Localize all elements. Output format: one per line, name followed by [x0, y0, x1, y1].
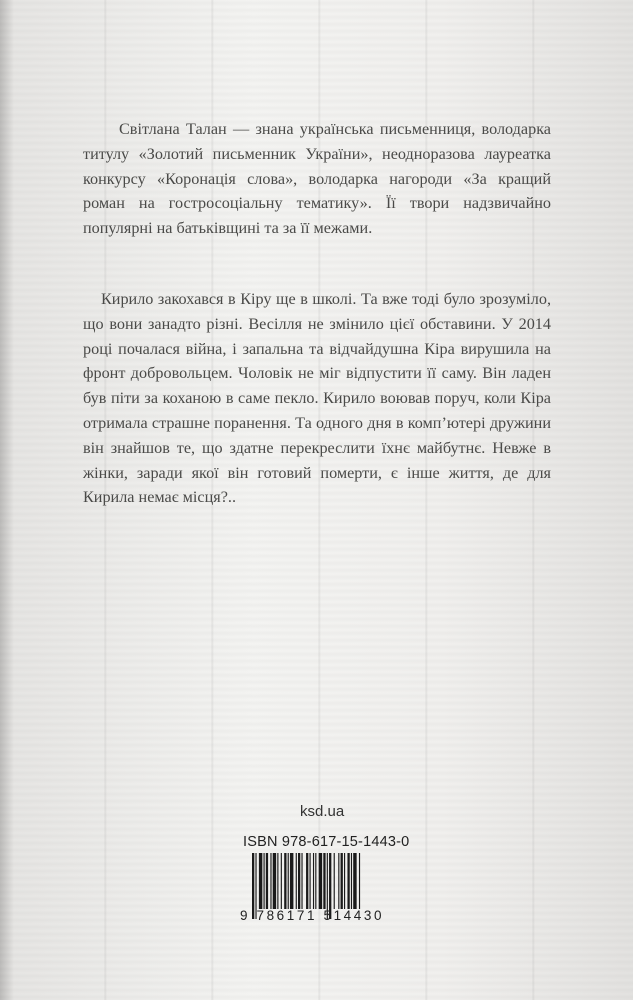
barcode-bar	[296, 853, 297, 909]
barcode-digits: 9 786171 514430	[240, 908, 385, 923]
barcode-bar	[315, 853, 316, 909]
barcode-bar	[338, 853, 339, 909]
barcode-bar	[273, 853, 276, 909]
barcode-bar	[264, 853, 265, 909]
barcode-bar	[353, 853, 356, 909]
barcode-bar	[341, 853, 343, 909]
barcode-bar	[298, 853, 300, 909]
isbn-text: ISBN 978-617-15-1443-0	[243, 834, 410, 850]
book-synopsis: Кирило закохався в Кіру ще в школі. Та вже тоді було зрозуміло, що вони занадто різні. Весілля не змінило цієї обставини. У 2014 році почалася війна, і запальна та відчайдушна Кіра вирушила на фронт добровольцем. Чоловік не міг відпустити її саму. Він ладен був піти за коханою в саме пекло. Кирило воював поруч, коли Кіра отримала страшне поранення. Та одного дня в комп’ютері дружини він знайшов те, що здатне перекреслити їхнє майбутнє. Невже в жінки, заради якої він готовий померти, є інше життя, де для Кирила немає місця?..	[83, 290, 551, 507]
barcode-bar	[306, 853, 308, 909]
barcode-bar	[284, 853, 286, 909]
barcode-bar	[351, 853, 352, 909]
publisher-website: ksd.ua	[300, 803, 345, 820]
barcode-bar	[359, 853, 360, 909]
barcode-bar	[334, 853, 335, 909]
spine-shadow	[0, 0, 14, 1000]
barcode-bar	[301, 853, 302, 909]
barcode-bar	[313, 853, 314, 909]
barcode-bar	[319, 853, 322, 909]
barcode-bar	[277, 853, 278, 909]
barcode-bar	[290, 853, 293, 909]
author-bio: Світлана Талан — знана українська письменниця, володарка титулу «Золотий письменник України», неодноразова лауреатка конкурсу «Коронація слова», володарка нагороди «За кращий роман на гостросоціальну тематику». Її твори надзвичайно популярні на батьківщині та за її межами.	[83, 120, 551, 238]
barcode-bar	[344, 853, 345, 909]
barcode-bar	[266, 853, 268, 909]
barcode-bar	[323, 853, 325, 909]
barcode-bar	[259, 853, 262, 909]
barcode-bar	[310, 853, 311, 909]
barcode-bar	[288, 853, 289, 909]
barcode-bar	[281, 853, 282, 909]
barcode-bar	[270, 853, 271, 909]
barcode-bar	[347, 853, 349, 909]
